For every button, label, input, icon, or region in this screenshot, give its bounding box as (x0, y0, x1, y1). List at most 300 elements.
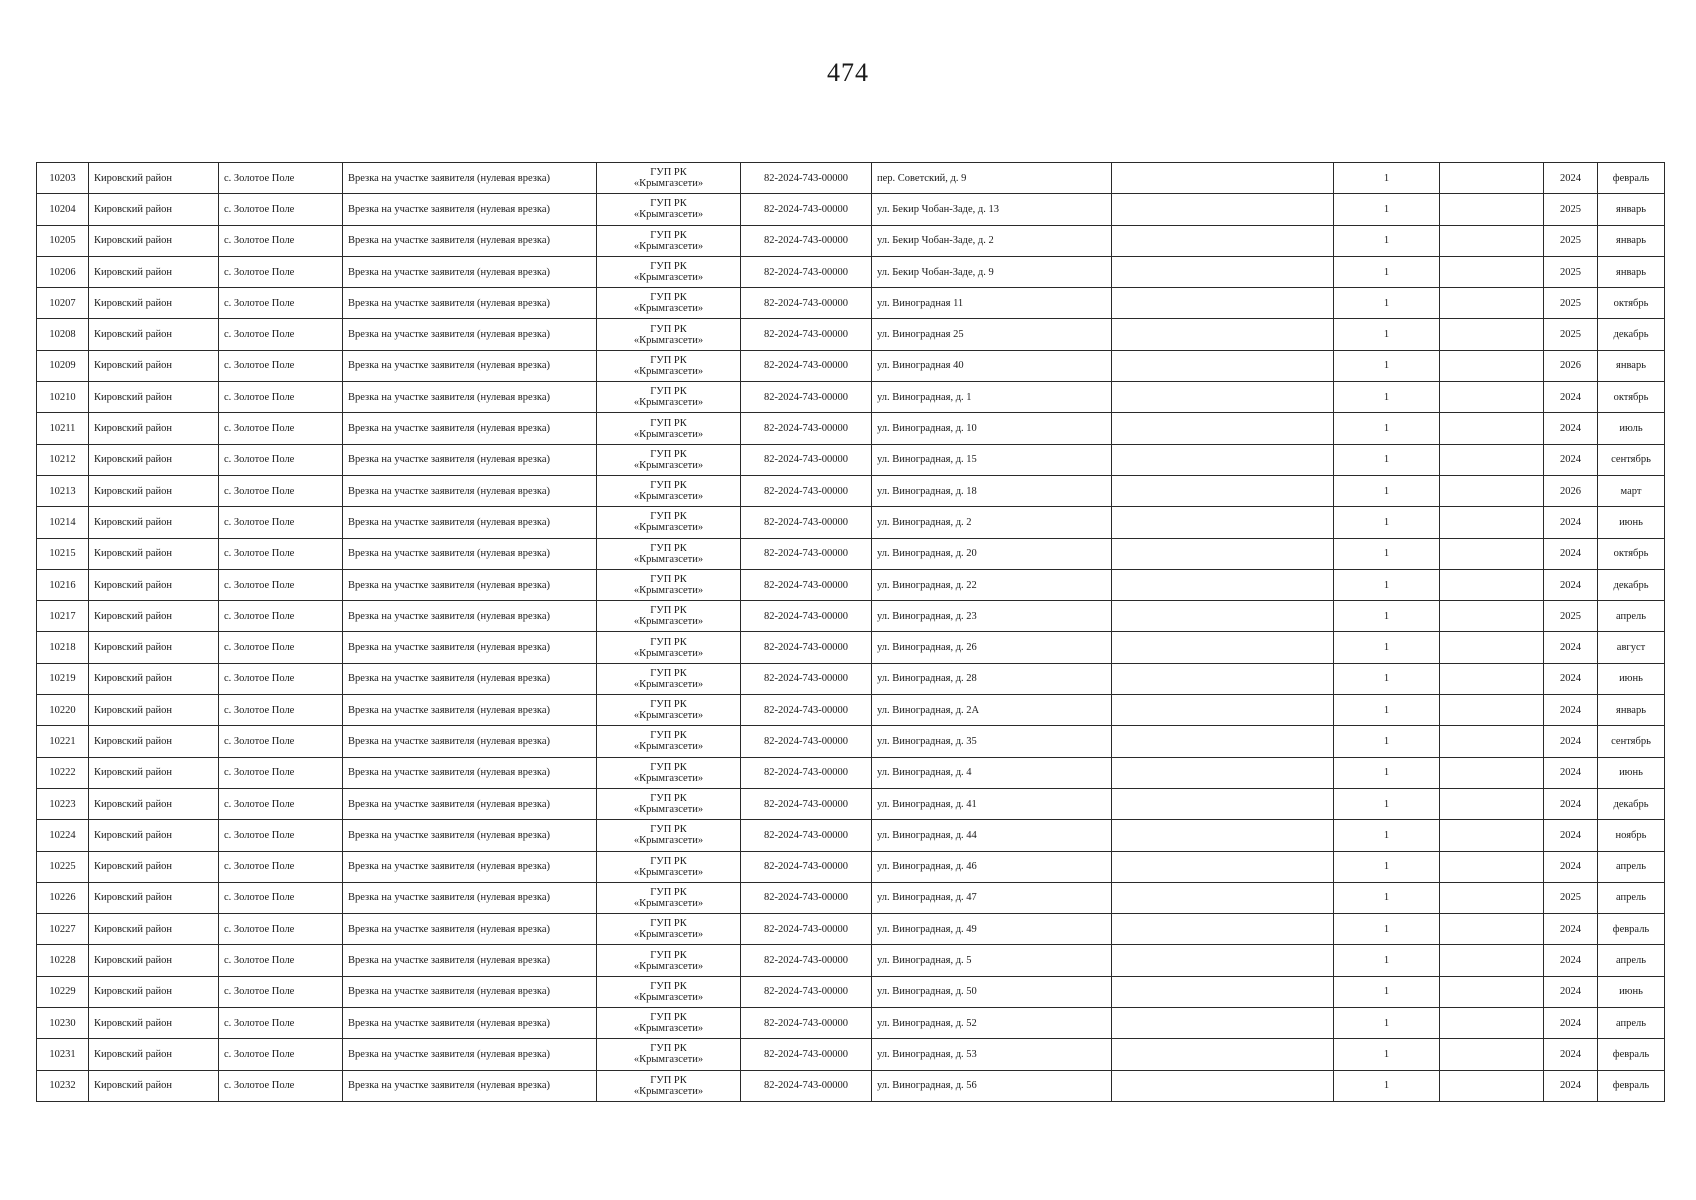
code-cell: 82-2024-743-00000 (741, 163, 872, 194)
month-cell: октябрь (1598, 538, 1665, 569)
row-number: 10209 (37, 350, 89, 381)
district-cell: Кировский район (89, 350, 219, 381)
register-body (37, 163, 1665, 1102)
table-row (37, 507, 1665, 538)
empty-cell (1112, 632, 1334, 663)
row-number: 10229 (37, 976, 89, 1007)
quantity-cell: 1 (1334, 695, 1440, 726)
month-cell: февраль (1598, 163, 1665, 194)
work-type-cell: Врезка на участке заявителя (нулевая врезка) (343, 882, 597, 913)
table-row (37, 820, 1665, 851)
empty-cell (1112, 475, 1334, 506)
organization-subname: «Крымгазсети» (633, 522, 704, 534)
organization-cell (597, 695, 741, 726)
address-cell: ул. Виноградная, д. 1 (872, 382, 1112, 413)
empty-cell (1440, 695, 1544, 726)
address-cell: ул. Виноградная, д. 35 (872, 726, 1112, 757)
empty-cell (1440, 601, 1544, 632)
organization-subname: «Крымгазсети» (633, 835, 704, 847)
table-row (37, 413, 1665, 444)
table-row (37, 882, 1665, 913)
year-cell: 2024 (1544, 444, 1598, 475)
village-cell: с. Золотое Поле (219, 475, 343, 506)
organization-cell (597, 569, 741, 600)
row-number: 10212 (37, 444, 89, 475)
village-cell: с. Золотое Поле (219, 288, 343, 319)
district-cell: Кировский район (89, 851, 219, 882)
organization-subname: «Крымгазсети» (633, 240, 704, 252)
empty-cell (1112, 256, 1334, 287)
organization-name: ГУП РК (650, 918, 687, 930)
organization-cell (597, 1039, 741, 1070)
code-cell: 82-2024-743-00000 (741, 1039, 872, 1070)
empty-cell (1112, 413, 1334, 444)
organization-subname: «Крымгазсети» (633, 647, 704, 659)
row-number: 10225 (37, 851, 89, 882)
work-type-cell: Врезка на участке заявителя (нулевая врезка) (343, 726, 597, 757)
empty-cell (1112, 319, 1334, 350)
year-cell: 2024 (1544, 663, 1598, 694)
organization-name: ГУП РК (650, 1012, 687, 1024)
organization-name: ГУП РК (650, 229, 687, 241)
quantity-cell: 1 (1334, 976, 1440, 1007)
village-cell: с. Золотое Поле (219, 820, 343, 851)
table-row (37, 788, 1665, 819)
village-cell: с. Золотое Поле (219, 163, 343, 194)
district-cell: Кировский район (89, 382, 219, 413)
month-cell: июль (1598, 413, 1665, 444)
year-cell: 2026 (1544, 475, 1598, 506)
month-cell: август (1598, 632, 1665, 663)
table-row (37, 601, 1665, 632)
row-number: 10206 (37, 256, 89, 287)
organization-subname: «Крымгазсети» (633, 897, 704, 909)
organization-subname: «Крымгазсети» (633, 272, 704, 284)
month-cell: январь (1598, 350, 1665, 381)
organization-name: ГУП РК (650, 511, 687, 523)
empty-cell (1440, 475, 1544, 506)
row-number: 10213 (37, 475, 89, 506)
organization-subname: «Крымгазсети» (633, 397, 704, 409)
address-cell: ул. Виноградная, д. 2 (872, 507, 1112, 538)
row-number: 10231 (37, 1039, 89, 1070)
empty-cell (1112, 945, 1334, 976)
empty-cell (1440, 288, 1544, 319)
village-cell: с. Золотое Поле (219, 413, 343, 444)
row-number: 10224 (37, 820, 89, 851)
year-cell: 2025 (1544, 256, 1598, 287)
organization-name: ГУП РК (650, 542, 687, 554)
code-cell: 82-2024-743-00000 (741, 1070, 872, 1101)
organization-cell (597, 225, 741, 256)
district-cell: Кировский район (89, 1070, 219, 1101)
empty-cell (1112, 788, 1334, 819)
village-cell: с. Золотое Поле (219, 194, 343, 225)
quantity-cell: 1 (1334, 663, 1440, 694)
organization-name: ГУП РК (650, 855, 687, 867)
empty-cell (1112, 444, 1334, 475)
empty-cell (1112, 382, 1334, 413)
organization-cell (597, 976, 741, 1007)
table-row (37, 163, 1665, 194)
quantity-cell: 1 (1334, 225, 1440, 256)
year-cell: 2024 (1544, 757, 1598, 788)
work-type-cell: Врезка на участке заявителя (нулевая врезка) (343, 601, 597, 632)
code-cell: 82-2024-743-00000 (741, 538, 872, 569)
organization-subname: «Крымгазсети» (633, 178, 704, 190)
row-number: 10232 (37, 1070, 89, 1101)
year-cell: 2024 (1544, 914, 1598, 945)
district-cell: Кировский район (89, 820, 219, 851)
table-row (37, 569, 1665, 600)
month-cell: апрель (1598, 1008, 1665, 1039)
month-cell: март (1598, 475, 1665, 506)
organization-subname: «Крымгазсети» (633, 960, 704, 972)
village-cell: с. Золотое Поле (219, 507, 343, 538)
quantity-cell: 1 (1334, 194, 1440, 225)
table-row (37, 288, 1665, 319)
organization-subname: «Крымгазсети» (633, 710, 704, 722)
empty-cell (1112, 695, 1334, 726)
address-cell: ул. Виноградная, д. 23 (872, 601, 1112, 632)
empty-cell (1112, 163, 1334, 194)
work-type-cell: Врезка на участке заявителя (нулевая врезка) (343, 1008, 597, 1039)
organization-subname: «Крымгазсети» (633, 616, 704, 628)
organization-name: ГУП РК (650, 386, 687, 398)
address-cell: ул. Виноградная, д. 20 (872, 538, 1112, 569)
empty-cell (1440, 194, 1544, 225)
month-cell: декабрь (1598, 569, 1665, 600)
year-cell: 2024 (1544, 788, 1598, 819)
table-row (37, 1070, 1665, 1101)
address-cell: ул. Виноградная, д. 50 (872, 976, 1112, 1007)
work-type-cell: Врезка на участке заявителя (нулевая врезка) (343, 507, 597, 538)
row-number: 10207 (37, 288, 89, 319)
organization-name: ГУП РК (650, 417, 687, 429)
organization-name: ГУП РК (650, 761, 687, 773)
code-cell: 82-2024-743-00000 (741, 601, 872, 632)
organization-name: ГУП РК (650, 198, 687, 210)
organization-subname: «Крымгазсети» (633, 678, 704, 690)
village-cell: с. Золотое Поле (219, 663, 343, 694)
organization-cell (597, 757, 741, 788)
address-cell: ул. Виноградная, д. 56 (872, 1070, 1112, 1101)
village-cell: с. Золотое Поле (219, 350, 343, 381)
empty-cell (1440, 444, 1544, 475)
work-type-cell: Врезка на участке заявителя (нулевая врезка) (343, 256, 597, 287)
row-number: 10205 (37, 225, 89, 256)
quantity-cell: 1 (1334, 1070, 1440, 1101)
year-cell: 2024 (1544, 945, 1598, 976)
address-cell: ул. Виноградная, д. 10 (872, 413, 1112, 444)
organization-cell (597, 256, 741, 287)
work-type-cell: Врезка на участке заявителя (нулевая врезка) (343, 444, 597, 475)
work-type-cell: Врезка на участке заявителя (нулевая врезка) (343, 225, 597, 256)
district-cell: Кировский район (89, 601, 219, 632)
district-cell: Кировский район (89, 413, 219, 444)
district-cell: Кировский район (89, 225, 219, 256)
empty-cell (1440, 507, 1544, 538)
quantity-cell: 1 (1334, 1008, 1440, 1039)
address-cell: ул. Виноградная, д. 44 (872, 820, 1112, 851)
village-cell: с. Золотое Поле (219, 601, 343, 632)
work-type-cell: Врезка на участке заявителя (нулевая врезка) (343, 163, 597, 194)
address-cell: ул. Виноградная, д. 26 (872, 632, 1112, 663)
month-cell: февраль (1598, 914, 1665, 945)
quantity-cell: 1 (1334, 413, 1440, 444)
code-cell: 82-2024-743-00000 (741, 382, 872, 413)
organization-cell (597, 163, 741, 194)
work-type-cell: Врезка на участке заявителя (нулевая врезка) (343, 350, 597, 381)
district-cell: Кировский район (89, 1008, 219, 1039)
village-cell: с. Золотое Поле (219, 1070, 343, 1101)
village-cell: с. Золотое Поле (219, 256, 343, 287)
district-cell: Кировский район (89, 788, 219, 819)
row-number: 10214 (37, 507, 89, 538)
month-cell: июнь (1598, 663, 1665, 694)
empty-cell (1112, 851, 1334, 882)
quantity-cell: 1 (1334, 914, 1440, 945)
quantity-cell: 1 (1334, 569, 1440, 600)
table-row (37, 945, 1665, 976)
code-cell: 82-2024-743-00000 (741, 225, 872, 256)
year-cell: 2025 (1544, 319, 1598, 350)
empty-cell (1112, 601, 1334, 632)
village-cell: с. Золотое Поле (219, 569, 343, 600)
row-number: 10230 (37, 1008, 89, 1039)
work-type-cell: Врезка на участке заявителя (нулевая врезка) (343, 569, 597, 600)
organization-name: ГУП РК (650, 448, 687, 460)
organization-subname: «Крымгазсети» (633, 804, 704, 816)
work-type-cell: Врезка на участке заявителя (нулевая врезка) (343, 788, 597, 819)
table-row (37, 350, 1665, 381)
work-type-cell: Врезка на участке заявителя (нулевая врезка) (343, 945, 597, 976)
month-cell: апрель (1598, 851, 1665, 882)
quantity-cell: 1 (1334, 163, 1440, 194)
table-row (37, 256, 1665, 287)
organization-subname: «Крымгазсети» (633, 209, 704, 221)
district-cell: Кировский район (89, 319, 219, 350)
quantity-cell: 1 (1334, 1039, 1440, 1070)
quantity-cell: 1 (1334, 319, 1440, 350)
organization-name: ГУП РК (650, 605, 687, 617)
year-cell: 2024 (1544, 507, 1598, 538)
row-number: 10216 (37, 569, 89, 600)
year-cell: 2024 (1544, 413, 1598, 444)
district-cell: Кировский район (89, 726, 219, 757)
empty-cell (1440, 976, 1544, 1007)
quantity-cell: 1 (1334, 788, 1440, 819)
month-cell: январь (1598, 256, 1665, 287)
quantity-cell: 1 (1334, 507, 1440, 538)
district-cell: Кировский район (89, 882, 219, 913)
empty-cell (1112, 569, 1334, 600)
empty-cell (1112, 914, 1334, 945)
village-cell: с. Золотое Поле (219, 914, 343, 945)
empty-cell (1440, 1039, 1544, 1070)
work-type-cell: Врезка на участке заявителя (нулевая врезка) (343, 695, 597, 726)
work-type-cell: Врезка на участке заявителя (нулевая врезка) (343, 1039, 597, 1070)
year-cell: 2024 (1544, 1039, 1598, 1070)
month-cell: октябрь (1598, 288, 1665, 319)
organization-name: ГУП РК (650, 793, 687, 805)
month-cell: февраль (1598, 1070, 1665, 1101)
month-cell: апрель (1598, 601, 1665, 632)
village-cell: с. Золотое Поле (219, 538, 343, 569)
quantity-cell: 1 (1334, 256, 1440, 287)
empty-cell (1440, 163, 1544, 194)
year-cell: 2024 (1544, 569, 1598, 600)
code-cell: 82-2024-743-00000 (741, 475, 872, 506)
organization-subname: «Крымгазсети» (633, 303, 704, 315)
quantity-cell: 1 (1334, 382, 1440, 413)
empty-cell (1112, 757, 1334, 788)
organization-name: ГУП РК (650, 667, 687, 679)
year-cell: 2025 (1544, 601, 1598, 632)
year-cell: 2024 (1544, 726, 1598, 757)
organization-subname: «Крымгазсети» (633, 1023, 704, 1035)
organization-name: ГУП РК (650, 574, 687, 585)
organization-cell (597, 350, 741, 381)
row-number: 10223 (37, 788, 89, 819)
empty-cell (1440, 945, 1544, 976)
code-cell: 82-2024-743-00000 (741, 695, 872, 726)
code-cell: 82-2024-743-00000 (741, 569, 872, 600)
row-number: 10217 (37, 601, 89, 632)
village-cell: с. Золотое Поле (219, 851, 343, 882)
year-cell: 2024 (1544, 1070, 1598, 1101)
table-row (37, 663, 1665, 694)
month-cell: январь (1598, 225, 1665, 256)
work-type-cell: Врезка на участке заявителя (нулевая врезка) (343, 1070, 597, 1101)
address-cell: ул. Виноградная 40 (872, 350, 1112, 381)
organization-subname: «Крымгазсети» (633, 929, 704, 941)
address-cell: ул. Виноградная, д. 22 (872, 569, 1112, 600)
district-cell: Кировский район (89, 1039, 219, 1070)
month-cell: январь (1598, 695, 1665, 726)
work-type-cell: Врезка на участке заявителя (нулевая врезка) (343, 757, 597, 788)
organization-subname: «Крымгазсети» (633, 1054, 704, 1066)
quantity-cell: 1 (1334, 350, 1440, 381)
month-cell: декабрь (1598, 319, 1665, 350)
organization-cell (597, 475, 741, 506)
month-cell: ноябрь (1598, 820, 1665, 851)
organization-cell (597, 1008, 741, 1039)
year-cell: 2025 (1544, 225, 1598, 256)
code-cell: 82-2024-743-00000 (741, 1008, 872, 1039)
work-type-cell: Врезка на участке заявителя (нулевая врезка) (343, 538, 597, 569)
quantity-cell: 1 (1334, 288, 1440, 319)
organization-name: ГУП РК (650, 261, 687, 273)
address-cell: ул. Виноградная 25 (872, 319, 1112, 350)
quantity-cell: 1 (1334, 851, 1440, 882)
address-cell: ул. Виноградная, д. 5 (872, 945, 1112, 976)
organization-subname: «Крымгазсети» (633, 585, 704, 596)
table-row (37, 1039, 1665, 1070)
district-cell: Кировский район (89, 914, 219, 945)
code-cell: 82-2024-743-00000 (741, 288, 872, 319)
table-row (37, 538, 1665, 569)
quantity-cell: 1 (1334, 538, 1440, 569)
address-cell: ул. Виноградная, д. 2А (872, 695, 1112, 726)
month-cell: июнь (1598, 507, 1665, 538)
district-cell: Кировский район (89, 163, 219, 194)
row-number: 10220 (37, 695, 89, 726)
village-cell: с. Золотое Поле (219, 976, 343, 1007)
table-row (37, 475, 1665, 506)
table-row (37, 726, 1665, 757)
table-row (37, 757, 1665, 788)
organization-cell (597, 882, 741, 913)
district-cell: Кировский район (89, 632, 219, 663)
empty-cell (1112, 1008, 1334, 1039)
district-cell: Кировский район (89, 569, 219, 600)
code-cell: 82-2024-743-00000 (741, 757, 872, 788)
village-cell: с. Золотое Поле (219, 225, 343, 256)
organization-name: ГУП РК (650, 824, 687, 836)
organization-name: ГУП РК (650, 980, 687, 992)
organization-name: ГУП РК (650, 730, 687, 742)
organization-name: ГУП РК (650, 886, 687, 898)
organization-cell (597, 914, 741, 945)
code-cell: 82-2024-743-00000 (741, 851, 872, 882)
organization-name: ГУП РК (650, 167, 687, 179)
organization-cell (597, 945, 741, 976)
month-cell: июнь (1598, 976, 1665, 1007)
table-row (37, 695, 1665, 726)
address-cell: ул. Виноградная, д. 47 (872, 882, 1112, 913)
district-cell: Кировский район (89, 288, 219, 319)
empty-cell (1440, 726, 1544, 757)
quantity-cell: 1 (1334, 632, 1440, 663)
code-cell: 82-2024-743-00000 (741, 507, 872, 538)
address-cell: ул. Виноградная, д. 46 (872, 851, 1112, 882)
month-cell: июнь (1598, 757, 1665, 788)
row-number: 10221 (37, 726, 89, 757)
address-cell: ул. Виноградная, д. 15 (872, 444, 1112, 475)
address-cell: ул. Виноградная 11 (872, 288, 1112, 319)
work-type-cell: Врезка на участке заявителя (нулевая врезка) (343, 976, 597, 1007)
organization-subname: «Крымгазсети» (633, 741, 704, 753)
address-cell: ул. Виноградная, д. 18 (872, 475, 1112, 506)
year-cell: 2024 (1544, 163, 1598, 194)
district-cell: Кировский район (89, 194, 219, 225)
year-cell: 2024 (1544, 695, 1598, 726)
table-row (37, 382, 1665, 413)
work-type-cell: Врезка на участке заявителя (нулевая врезка) (343, 663, 597, 694)
code-cell: 82-2024-743-00000 (741, 319, 872, 350)
code-cell: 82-2024-743-00000 (741, 726, 872, 757)
village-cell: с. Золотое Поле (219, 757, 343, 788)
empty-cell (1440, 851, 1544, 882)
empty-cell (1440, 1070, 1544, 1101)
empty-cell (1440, 882, 1544, 913)
empty-cell (1440, 1008, 1544, 1039)
organization-cell (597, 538, 741, 569)
organization-cell (597, 382, 741, 413)
organization-name: ГУП РК (650, 1074, 687, 1086)
quantity-cell: 1 (1334, 820, 1440, 851)
row-number: 10219 (37, 663, 89, 694)
organization-subname: «Крымгазсети» (633, 991, 704, 1003)
gas-connection-register-table (36, 162, 1665, 1102)
work-type-cell: Врезка на участке заявителя (нулевая врезка) (343, 382, 597, 413)
year-cell: 2025 (1544, 288, 1598, 319)
row-number: 10228 (37, 945, 89, 976)
empty-cell (1440, 757, 1544, 788)
page-number: 474 (827, 58, 869, 87)
row-number: 10215 (37, 538, 89, 569)
